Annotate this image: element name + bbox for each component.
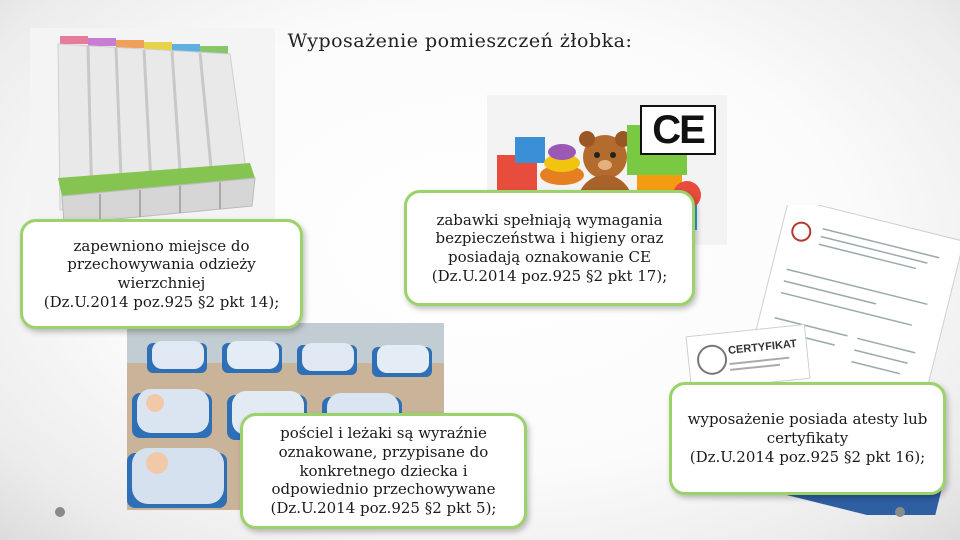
wardrobe-image	[30, 28, 275, 233]
callout-certificates-text: wyposażenie posiada atesty lub certyfikaty (Dz.U.2014 poz.925 §2 pkt 16);	[687, 410, 928, 466]
callout-wardrobe	[20, 219, 303, 329]
certyfikat-label: CERTYFIKAT	[727, 337, 798, 357]
decorative-dot-left	[55, 507, 65, 517]
callout-wardrobe-text: zapewniono miejsce do przechowywania odzieży wierzchniej (Dz.U.2014 poz.925 §2 pkt 14);	[43, 236, 280, 311]
callout-toys-text: zabawki spełniają wymagania bezpieczeństwa i higieny oraz posiadają oznakowanie CE (Dz.U.2014 poz.925 §2 pkt 17);	[431, 210, 668, 285]
callout-certificates	[669, 382, 946, 495]
ce-mark-text: CE	[652, 107, 704, 152]
callout-bedding-text: pościel i leżaki są wyraźnie oznakowane, przypisane do konkretnego dziecka i odpowiednio przechowywane (Dz.U.2014 poz.925 §2 pkt 5);	[270, 424, 497, 518]
ce-mark-icon	[640, 105, 716, 155]
decorative-dot-right	[895, 507, 905, 517]
callout-bedding	[240, 413, 527, 529]
slide-title: Wyposażenie pomieszczeń żłobka:	[287, 30, 633, 52]
callout-toys	[404, 190, 695, 306]
